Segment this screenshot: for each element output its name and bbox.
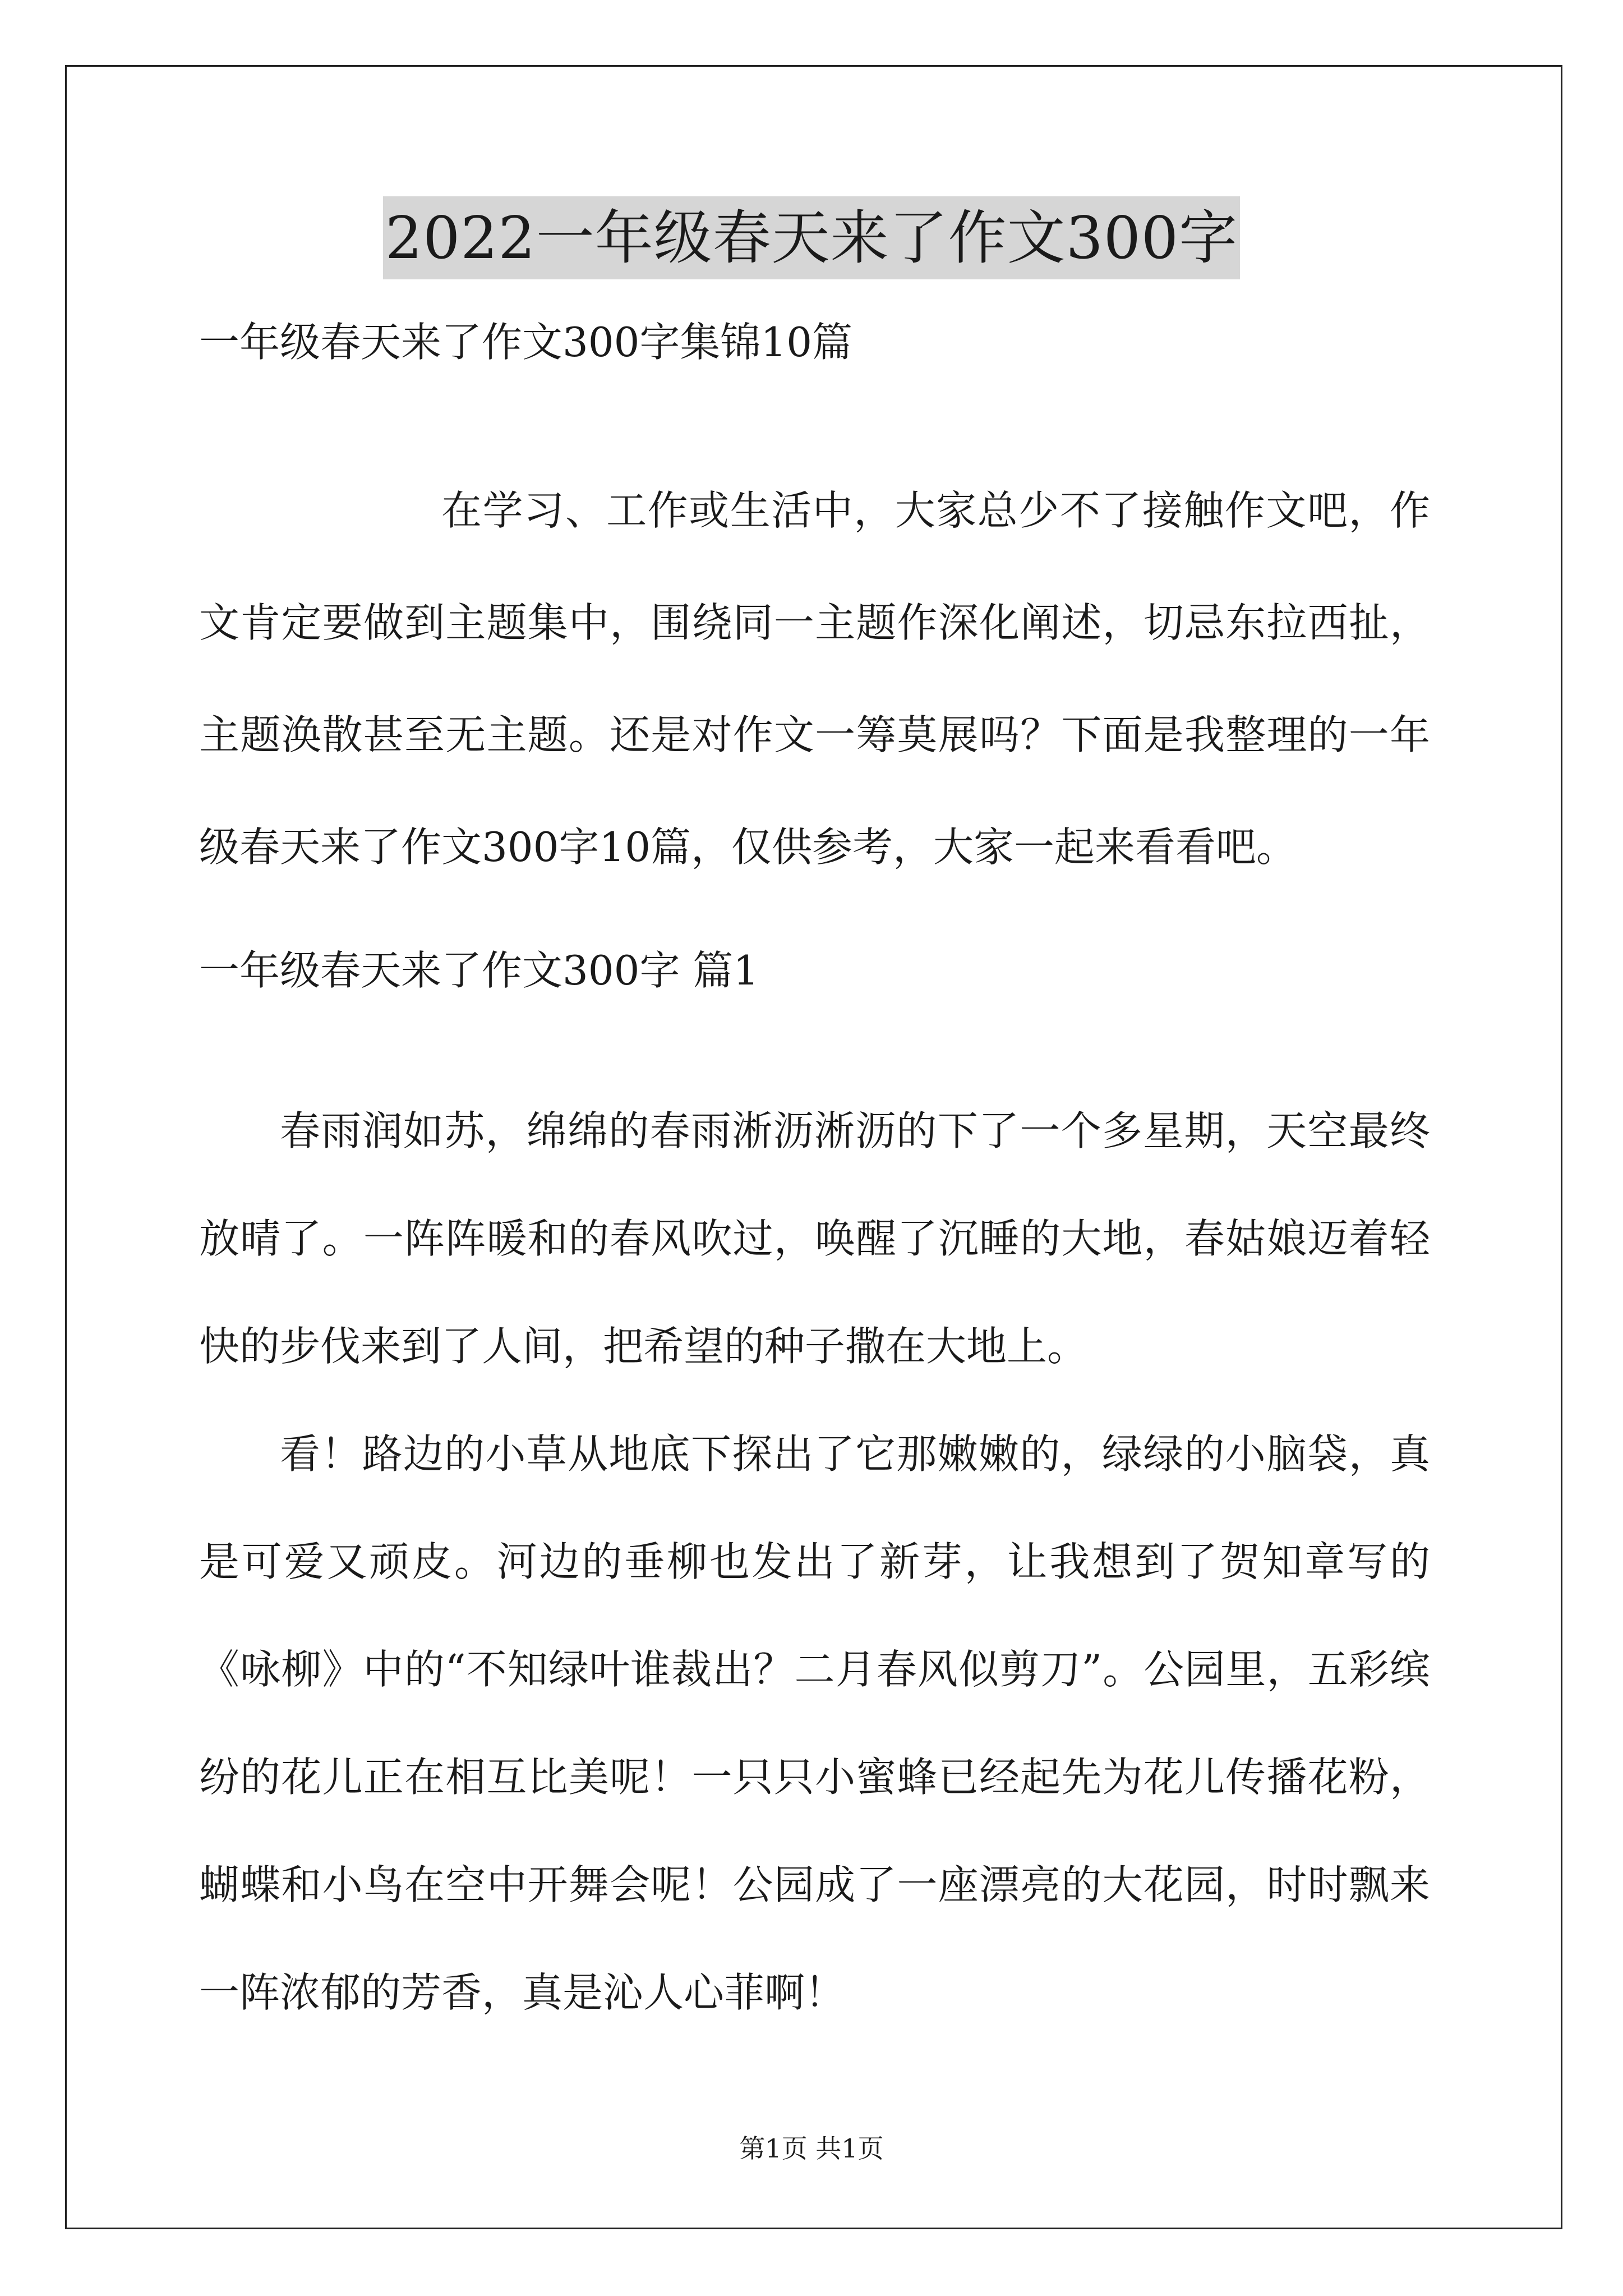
section-heading: 一年级春天来了作文300字 篇1 xyxy=(199,947,759,994)
intro-paragraph: 在学习、工作或生活中，大家总少不了接触作文吧，作文肯定要做到主题集中，围绕同一主题作深化阐述，切忌东拉西扯，主题涣散甚至无主题。还是对作文一筹莫展吗？下面是我整理的一年级春天来了作文300字10篇，仅供参考，大家一起来看看吧。 xyxy=(199,487,1430,871)
essay-body xyxy=(199,1077,1430,2046)
document-subtitle: 一年级春天来了作文300字集锦10篇 xyxy=(199,319,853,366)
essay-paragraph: 看！路边的小草从地底下探出了它那嫩嫩的，绿绿的小脑袋，真是可爱又顽皮。河边的垂柳也发出了新芽，让我想到了贺知章写的《咏柳》中的“不知绿叶谁裁出？二月春风似剪刀”。公园里，五彩缤纷的花儿正在相互比美呢！一只只小蜜蜂已经起先为花儿传播花粉，蝴蝶和小鸟在空中开舞会呢！公园成了一座漂亮的大花园，时时飘来一阵浓郁的芳香，真是沁人心菲啊！ xyxy=(199,1430,1430,2016)
title-container xyxy=(0,196,1623,279)
essay-paragraph: 春雨润如苏，绵绵的春雨淅沥淅沥的下了一个多星期，天空最终放晴了。一阵阵暖和的春风吹过，唤醒了沉睡的大地，春姑娘迈着轻快的步伐来到了人间，把希望的种子撒在大地上。 xyxy=(199,1107,1430,1370)
document-title: 2022一年级春天来了作文300字 xyxy=(383,196,1240,279)
page-footer: 第1页 共1页 xyxy=(739,2133,884,2164)
